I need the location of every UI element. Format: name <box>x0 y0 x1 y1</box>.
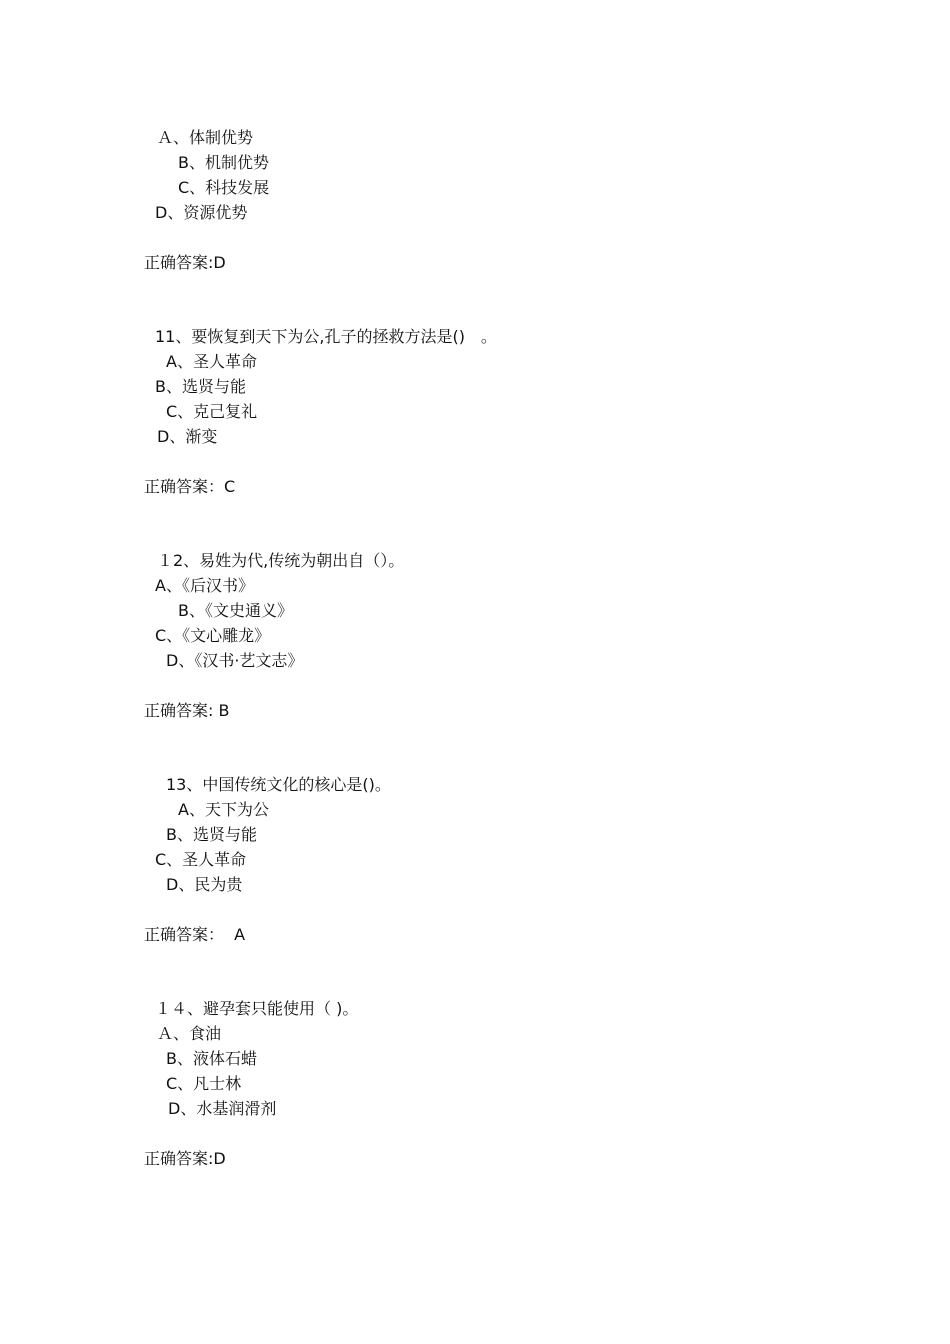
q14-question: １４、避孕套只能使用（ )。 <box>155 999 359 1018</box>
q13-question: 13、中国传统文化的核心是()。 <box>166 775 391 794</box>
q11-question: 11、要恢复到天下为公,孔子的拯救方法是() 。 <box>155 327 497 346</box>
q10-option-a: Ａ、体制优势 <box>157 128 254 147</box>
q14-option-a: Ａ、食油 <box>157 1024 222 1043</box>
q12-question: １2、易姓为代,传统为朝出自（）。 <box>157 551 405 570</box>
q11-option-d: D、渐变 <box>157 427 218 446</box>
q10-option-c: C、科技发展 <box>178 178 270 197</box>
q14-option-d: D、水基润滑剂 <box>168 1099 277 1118</box>
q10-answer: 正确答案:D <box>144 253 226 272</box>
q11-answer: 正确答案：C <box>144 477 236 496</box>
q13-answer: 正确答案： A <box>144 925 246 944</box>
q11-option-b: B、选贤与能 <box>155 377 246 396</box>
q14-option-c: C、凡士林 <box>166 1074 242 1093</box>
q13-option-b: B、选贤与能 <box>166 825 257 844</box>
q12-option-d: D、《汉书·艺文志》 <box>166 651 304 670</box>
q10-option-d: D、资源优势 <box>155 203 248 222</box>
q13-option-c: C、圣人革命 <box>155 850 247 869</box>
q11-option-a: A、圣人革命 <box>166 352 257 371</box>
q13-option-d: D、民为贵 <box>166 875 243 894</box>
q12-answer: 正确答案: B <box>144 701 230 720</box>
q14-answer: 正确答案:D <box>144 1149 226 1168</box>
q12-option-c: C、《文心雕龙》 <box>155 626 271 645</box>
q12-option-a: A、《后汉书》 <box>155 576 254 595</box>
q13-option-a: A、天下为公 <box>178 800 269 819</box>
q14-option-b: B、液体石蜡 <box>166 1049 257 1068</box>
q10-option-b: B、机制优势 <box>178 153 269 172</box>
q11-option-c: C、克己复礼 <box>166 402 258 421</box>
q12-option-b: B、《文史通义》 <box>178 601 293 620</box>
